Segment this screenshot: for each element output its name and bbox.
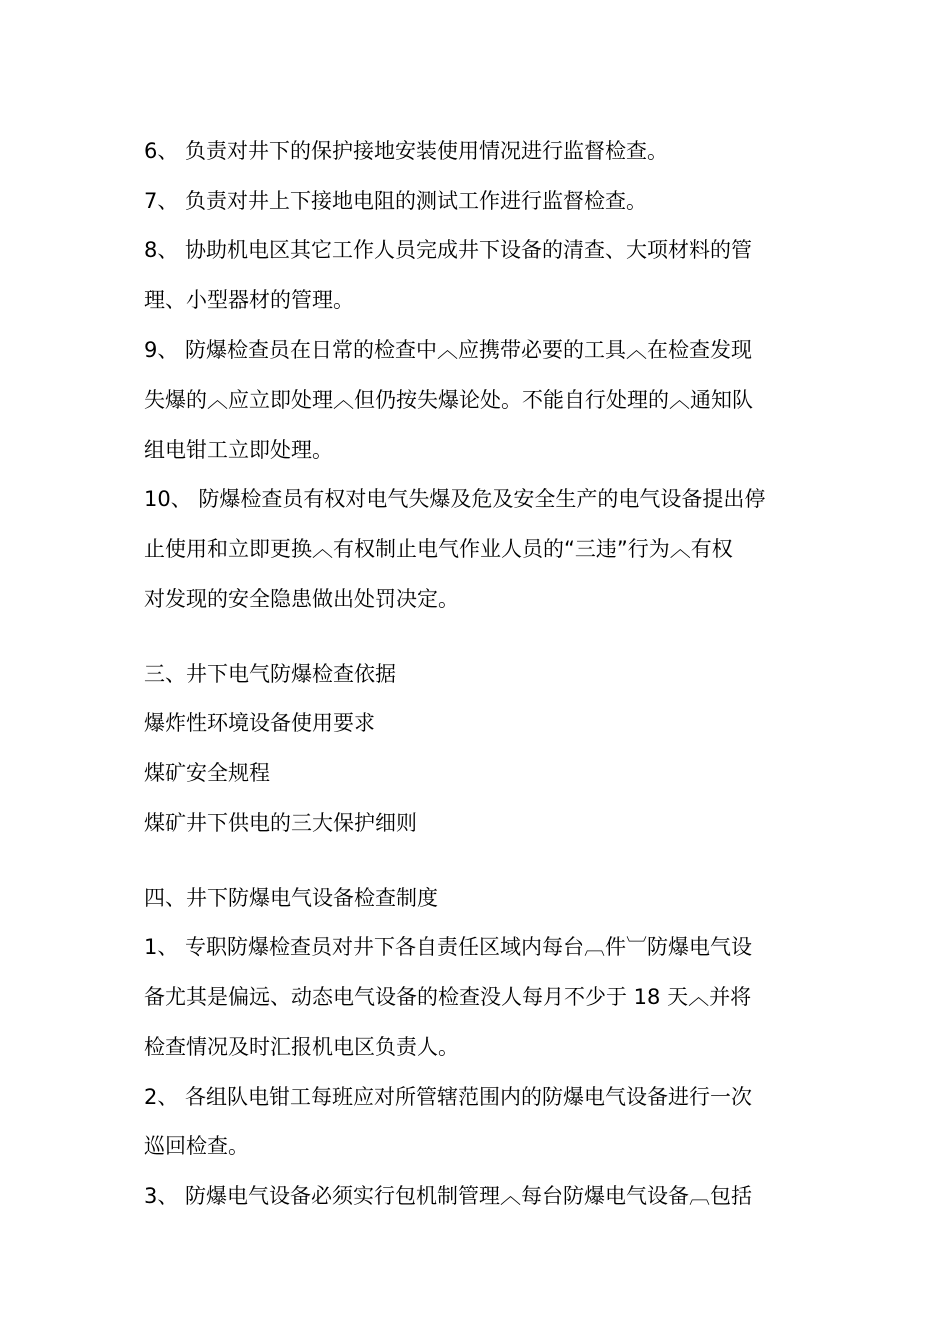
text-line: 备尤其是偏远、动态电气设备的检查没人每月不少于 18 天︿并将 <box>144 985 752 1009</box>
text-line: 6、 负责对井下的保护接地安装使用情况进行监督检查。 <box>144 139 669 163</box>
text-line: 1、 专职防爆检查员对井下各自责任区域内每台︹件︺防爆电气设 <box>144 935 753 959</box>
text-line: 煤矿井下供电的三大保护细则 <box>144 811 417 835</box>
text-line: 煤矿安全规程 <box>144 761 270 785</box>
text-line: 巡回检查。 <box>144 1134 249 1158</box>
text-line: 爆炸性环境设备使用要求 <box>144 711 375 735</box>
text-line: 对发现的安全隐患做出处罚决定。 <box>144 587 459 611</box>
text-line: 失爆的︿应立即处理︿但仍按失爆论处。不能自行处理的︿通知队 <box>144 388 753 412</box>
text-line: 8、 协助机电区其它工作人员完成井下设备的清查、大项材料的管 <box>144 238 753 262</box>
section-heading: 四、井下防爆电气设备检查制度 <box>144 886 438 910</box>
text-line: 10、 防爆检查员有权对电气失爆及危及安全生产的电气设备提出停 <box>144 487 766 511</box>
text-line: 9、 防爆检查员在日常的检查中︿应携带必要的工具︿在检查发现 <box>144 338 753 362</box>
text-line: 组电钳工立即处理。 <box>144 438 333 462</box>
text-line: 7、 负责对井上下接地电阻的测试工作进行监督检查。 <box>144 189 648 213</box>
section-heading: 三、井下电气防爆检查依据 <box>144 662 396 686</box>
text-line: 2、 各组队电钳工每班应对所管辖范围内的防爆电气设备进行一次 <box>144 1085 753 1109</box>
text-line: 止使用和立即更换︿有权制止电气作业人员的“三违”行为︿有权 <box>144 537 733 561</box>
text-line: 3、 防爆电气设备必须实行包机制管理︿每台防爆电气设备︹包括 <box>144 1184 753 1208</box>
text-line: 检查情况及时汇报机电区负责人。 <box>144 1035 459 1059</box>
text-line: 理、小型器材的管理。 <box>144 288 354 312</box>
